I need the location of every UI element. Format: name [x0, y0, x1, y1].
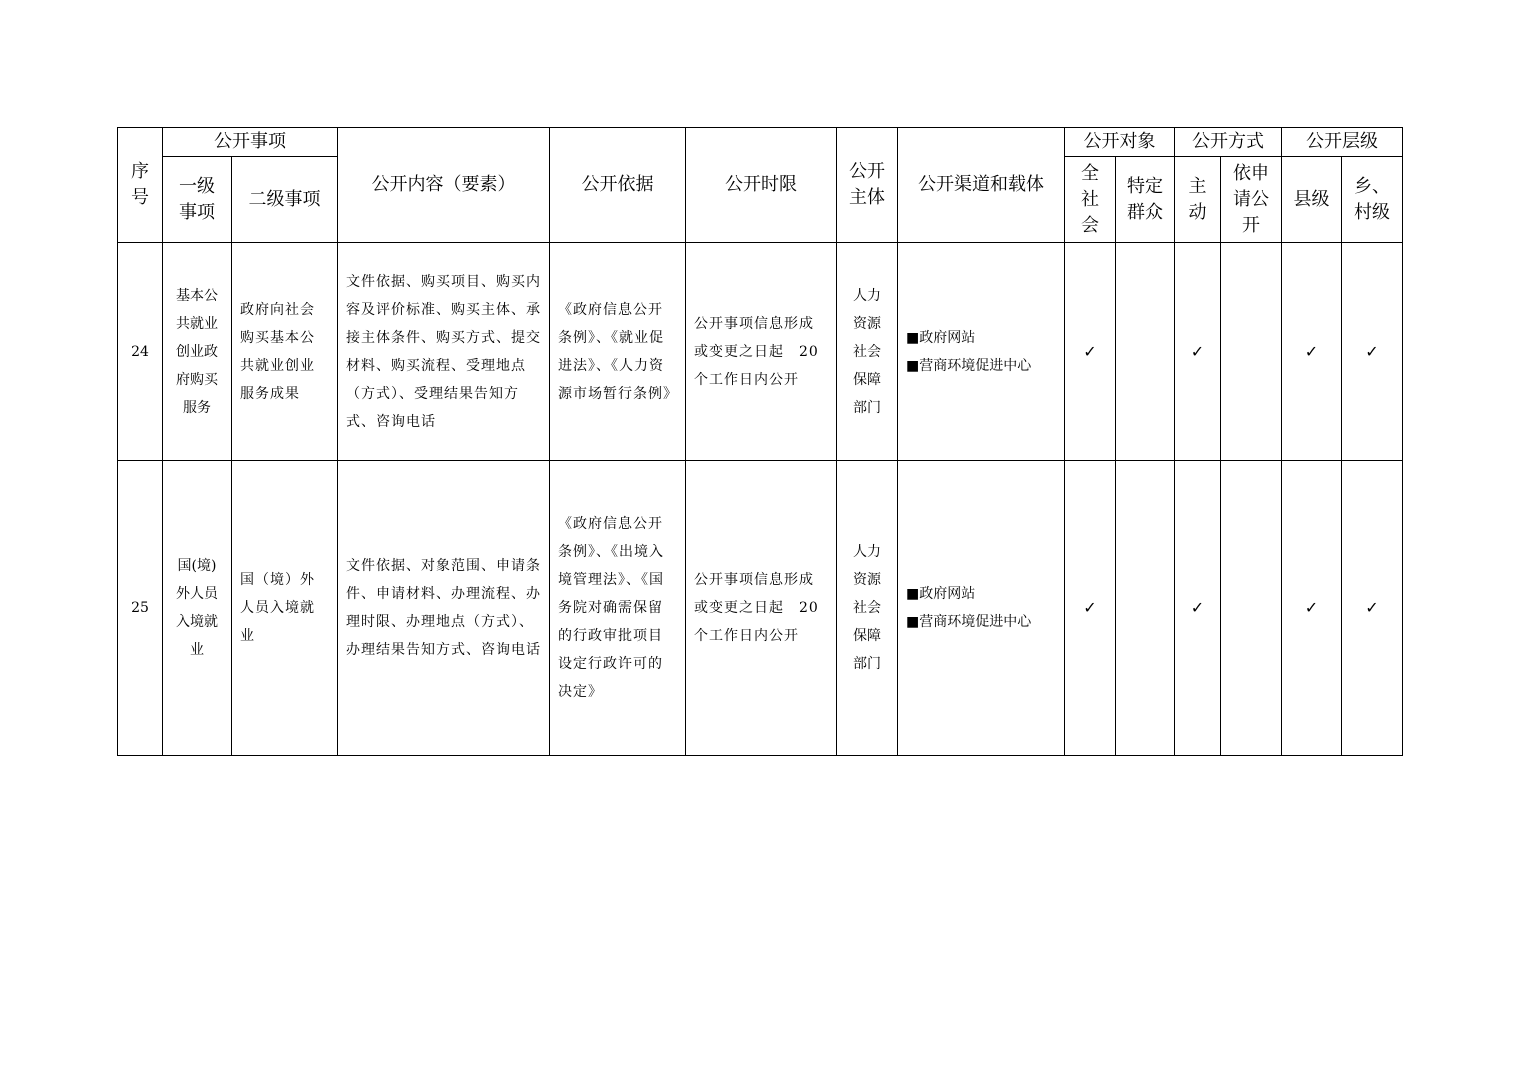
- check-level-county: ✓: [1282, 461, 1342, 756]
- header-channel: 公开渠道和载体: [898, 128, 1065, 243]
- row-subject: 人力 资源 社会 保障 部门: [837, 461, 898, 756]
- row-content: 文件依据、购买项目、购买内容及评价标准、购买主体、承接主体条件、购买方式、提交材料、购买流程、受理地点（方式）、受理结果告知方式、咨询电话: [338, 243, 550, 461]
- disclosure-table: [117, 127, 1403, 756]
- header-content: 公开内容（要素）: [338, 128, 550, 243]
- row-level1: 国(境) 外人员 入境就 业: [163, 461, 232, 756]
- check-method-apply: [1221, 243, 1282, 461]
- header-basis: 公开依据: [550, 128, 686, 243]
- check-target-specific: [1116, 461, 1175, 756]
- row-basis: 《政府信息公开条例》、《出境入境管理法》、《国务院对确需保留的行政审批项目设定行政许可的决定》: [550, 461, 686, 756]
- channel-item: ■政府网站: [906, 586, 976, 602]
- row-time-limit: 公开事项信息形成或变更之日起 20 个工作日内公开: [686, 461, 837, 756]
- header-level2: 二级事项: [232, 157, 338, 243]
- header-method-group: 公开方式: [1175, 128, 1282, 157]
- row-time-limit: 公开事项信息形成或变更之日起 20 个工作日内公开: [686, 243, 837, 461]
- header-level-village: 乡、 村级: [1342, 157, 1403, 243]
- header-items-group: 公开事项: [163, 128, 338, 157]
- channel-item: ■营商环境促进中心: [906, 357, 1032, 374]
- header-level-group: 公开层级: [1282, 128, 1403, 157]
- channel-item: ■营商环境促进中心: [906, 614, 1032, 630]
- header-target-all: 全 社 会: [1065, 157, 1116, 243]
- row-level2: 国（境）外人员入境就 业: [232, 461, 338, 756]
- table-row: [118, 243, 1403, 461]
- check-target-specific: [1116, 243, 1175, 461]
- row-channels: [898, 243, 1065, 461]
- header-seq: 序 号: [118, 128, 163, 243]
- header-time-limit: 公开时限: [686, 128, 837, 243]
- row-content: 文件依据、对象范围、申请条件、申请材料、办理流程、办理时限、办理地点（方式）、办理结果告知方式、咨询电话: [338, 461, 550, 756]
- row-level1: 基本公 共就业 创业政 府购买 服务: [163, 243, 232, 461]
- check-method-active: ✓: [1175, 461, 1221, 756]
- header-level-county: 县级: [1282, 157, 1342, 243]
- check-target-all: ✓: [1065, 243, 1116, 461]
- check-method-apply: [1221, 461, 1282, 756]
- header-target-specific: 特定 群众: [1116, 157, 1175, 243]
- row-subject: 人力 资源 社会 保障 部门: [837, 243, 898, 461]
- header-target-group: 公开对象: [1065, 128, 1175, 157]
- row-seq: 25: [118, 461, 163, 756]
- header-row-1: [118, 128, 1403, 157]
- check-level-village: ✓: [1342, 461, 1403, 756]
- check-level-county: ✓: [1282, 243, 1342, 461]
- channel-item: ■政府网站: [906, 329, 976, 346]
- row-channels: [898, 461, 1065, 756]
- check-level-village: ✓: [1342, 243, 1403, 461]
- header-level1: 一级 事项: [163, 157, 232, 243]
- check-method-active: ✓: [1175, 243, 1221, 461]
- check-target-all: ✓: [1065, 461, 1116, 756]
- table-row: [118, 461, 1403, 756]
- header-subject: 公开 主体: [837, 128, 898, 243]
- row-level2: 政府向社会购买基本公共就业创业服务成果: [232, 243, 338, 461]
- row-basis: 《政府信息公开条例》、《就业促进法》、《人力资源市场暂行条例》: [550, 243, 686, 461]
- header-method-active: 主 动: [1175, 157, 1221, 243]
- header-method-apply: 依申 请公 开: [1221, 157, 1282, 243]
- row-seq: 24: [118, 243, 163, 461]
